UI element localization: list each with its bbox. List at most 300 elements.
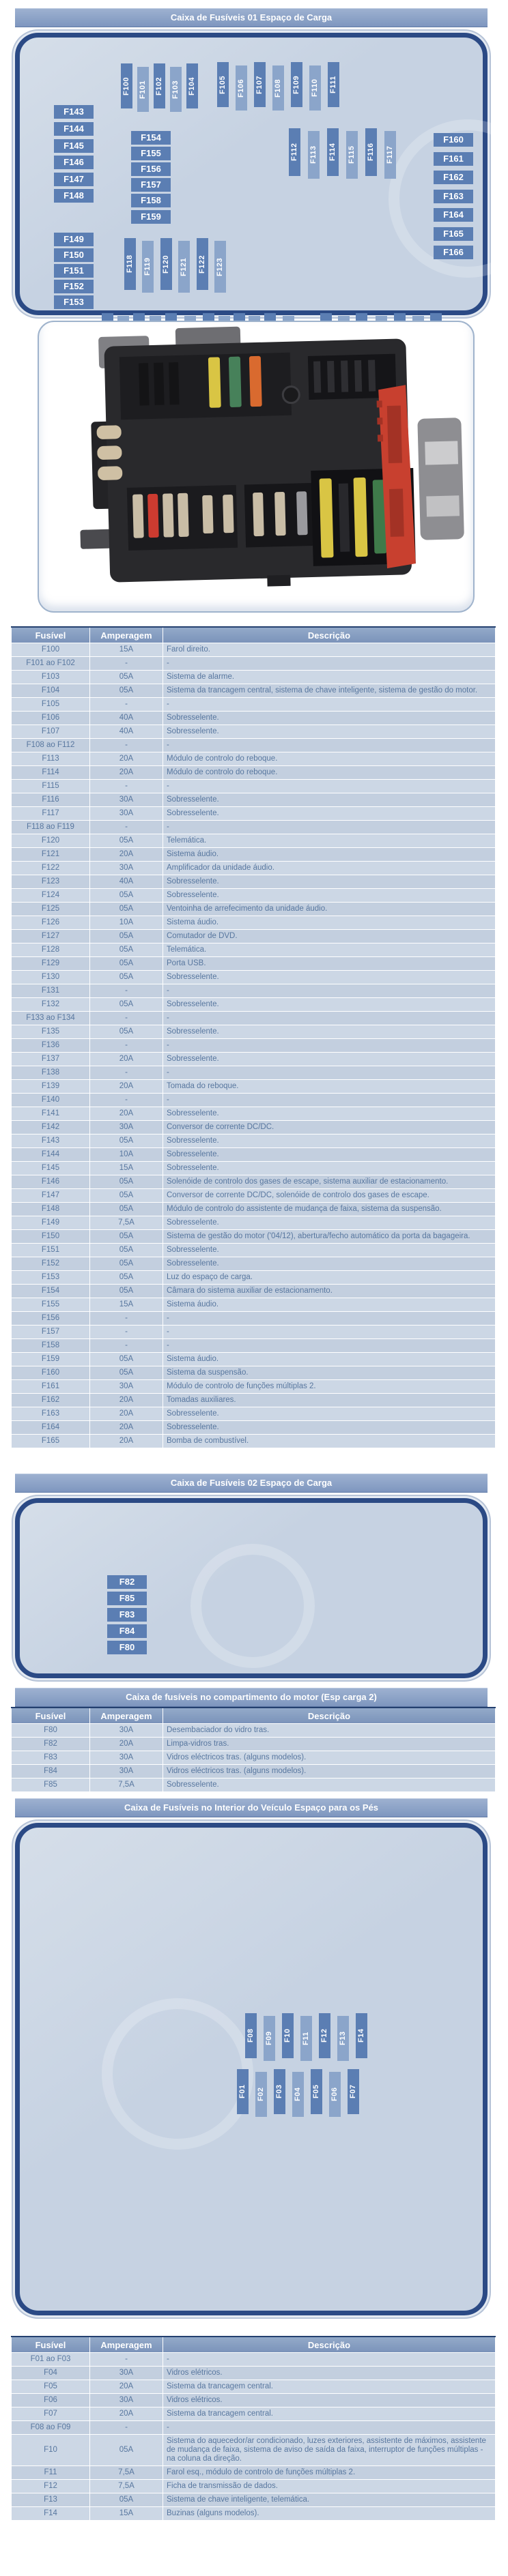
description-cell: Amplificador da unidade áudio. [163,862,496,875]
description-cell: Sobresselente. [163,1407,496,1421]
fuse-label-f118: F118 [124,238,136,290]
fuse-label-f122: F122 [197,238,208,290]
amperage-cell: 05A [90,1189,163,1203]
description-cell: Comutador de DVD. [163,930,496,943]
table-row [12,2507,496,2521]
fuse-id-cell: F120 [12,834,90,848]
amperage-cell: 20A [90,1107,163,1121]
table-row [12,1421,496,1435]
fuse-label-f162: F162 [434,171,473,184]
description-cell: Sobresselente. [163,1421,496,1435]
fuse-label-f110: F110 [309,65,321,111]
fuse-label-f123: F123 [214,241,226,293]
fuse-id-cell: F146 [12,1175,90,1189]
fuse-diagram-cargo-box-01 [15,33,488,315]
fuse-id-cell: F104 [12,684,90,698]
description-cell: Farol direito. [163,643,496,657]
amperage-cell: 05A [90,684,163,698]
amperage-cell: 30A [90,1751,163,1765]
amperage-cell: 7,5A [90,1779,163,1792]
description-cell: Sistema áudio. [163,916,496,930]
description-cell: Sobresselente. [163,1779,496,1792]
description-cell: Vidros elétricos. [163,2367,496,2380]
amperage-cell: 30A [90,793,163,807]
description-cell: Sobresselente. [163,1025,496,1039]
amperage-cell: - [90,821,163,834]
fuse-label-f107: F107 [254,62,266,107]
fuse-id-cell: F141 [12,1107,90,1121]
amperage-cell: 20A [90,1394,163,1407]
table-row [12,1162,496,1175]
amperage-cell: 05A [90,943,163,957]
column-header: Descrição [163,2337,496,2353]
fuse-id-cell: F01 ao F03 [12,2353,90,2367]
fuse-id-cell: F144 [12,1148,90,1162]
fuse-id-cell: F127 [12,930,90,943]
table-row [12,916,496,930]
table-row [12,1326,496,1339]
description-cell: Tomada do reboque. [163,1080,496,1094]
fuse-label-f121: F121 [178,241,190,293]
description-cell: Farol esq., módulo de controlo de funções múltiplas 2. [163,2466,496,2480]
amperage-cell: 05A [90,1025,163,1039]
fuse-id-cell: F145 [12,1162,90,1175]
fuse-label-f100: F100 [121,63,132,108]
fuse-id-cell: F82 [12,1738,90,1751]
column-header: Descrição [163,627,496,643]
description-cell: - [163,1312,496,1326]
amperage-cell: 20A [90,1080,163,1094]
table-row [12,862,496,875]
description-cell: - [163,1094,496,1107]
amperage-cell: 05A [90,903,163,916]
description-cell: Sistema da suspensão. [163,1366,496,1380]
table-row [12,2394,496,2407]
table-row [12,1230,496,1244]
description-cell: Módulo de controlo do reboque. [163,766,496,780]
table-row [12,971,496,984]
table-row [12,930,496,943]
fuse-id-cell: F160 [12,1366,90,1380]
fuse-box-photo-frame [38,321,475,613]
description-cell: Ventoinha de arrefecimento da unidade áudio. [163,903,496,916]
table-row [12,2493,496,2507]
fuse-id-cell: F157 [12,1326,90,1339]
fuse-label-f147: F147 [54,173,94,186]
fuse-id-cell: F143 [12,1135,90,1148]
fuse-label-f09: F09 [264,2016,275,2061]
amperage-cell: 15A [90,1162,163,1175]
description-cell: - [163,821,496,834]
fuse-label-f80: F80 [107,1641,147,1654]
fuse-label-f101: F101 [137,67,149,112]
fuse-label-f82: F82 [107,1575,147,1589]
fuse-label-f02: F02 [255,2072,267,2117]
amperage-cell: 05A [90,1271,163,1285]
fuse-label-f116: F116 [365,128,377,176]
description-cell: Sistema de alarme. [163,671,496,684]
fuse-label-f108: F108 [272,65,284,111]
table-row [12,1779,496,1792]
amperage-cell: 15A [90,2507,163,2521]
description-cell: - [163,657,496,671]
fuse-label-f84: F84 [107,1624,147,1638]
table-row [12,793,496,807]
fuse-id-cell: F139 [12,1080,90,1094]
table-row [12,834,496,848]
amperage-cell: - [90,1039,163,1053]
amperage-cell: 15A [90,643,163,657]
table-row [12,1053,496,1066]
description-cell: Sobresselente. [163,998,496,1012]
fuse-id-cell: F123 [12,875,90,889]
amperage-cell: - [90,780,163,793]
fuse-id-cell: F06 [12,2394,90,2407]
amperage-cell: 30A [90,807,163,821]
fuse-id-cell: F136 [12,1039,90,1053]
amperage-cell: 7,5A [90,2466,163,2480]
description-cell: Limpa-vidros tras. [163,1738,496,1751]
amperage-cell: 20A [90,766,163,780]
fuse-table-engine-compartment [11,1707,496,1792]
fuse-id-cell: F130 [12,971,90,984]
description-cell: - [163,698,496,712]
table-row [12,1244,496,1257]
table-row [12,1339,496,1353]
table-row [12,1407,496,1421]
amperage-cell: 05A [90,1135,163,1148]
fuse-id-cell: F101 ao F102 [12,657,90,671]
amperage-cell: 05A [90,957,163,971]
amperage-cell: - [90,1012,163,1025]
amperage-cell: 05A [90,1244,163,1257]
fuse-id-cell: F08 ao F09 [12,2421,90,2435]
table-row [12,725,496,739]
amperage-cell: - [90,1066,163,1080]
amperage-cell: - [90,739,163,752]
fuse-diagram-footwell [15,1823,488,2315]
description-cell: Telemática. [163,834,496,848]
table-row [12,1135,496,1148]
table-row [12,1012,496,1025]
amperage-cell: 30A [90,862,163,875]
table-row [12,1094,496,1107]
amperage-cell: - [90,1339,163,1353]
amperage-cell: 10A [90,1148,163,1162]
fuse-id-cell: F12 [12,2480,90,2493]
table-header-row [12,2337,496,2353]
fuse-id-cell: F165 [12,1435,90,1448]
column-header: Amperagem [90,2337,163,2353]
description-cell: Sobresselente. [163,971,496,984]
amperage-cell: 40A [90,875,163,889]
table-row [12,1216,496,1230]
fuse-table-cargo-box-01 [11,626,496,1448]
amperage-cell: 20A [90,2407,163,2421]
description-cell: Sobresselente. [163,1257,496,1271]
table-row [12,1039,496,1053]
fuse-id-cell: F114 [12,766,90,780]
fuse-id-cell: F126 [12,916,90,930]
section-header-engine-compartment: Caixa de fusíveis no compartimento do motor (Esp carga 2) [15,1688,488,1707]
fuse-id-cell: F80 [12,1724,90,1738]
fuse-id-cell: F103 [12,671,90,684]
fuse-id-cell: F108 ao F112 [12,739,90,752]
description-cell: Módulo de controlo do reboque. [163,752,496,766]
fuse-label-f13: F13 [337,2016,349,2061]
amperage-cell: - [90,1312,163,1326]
fuse-label-f04: F04 [292,2072,304,2117]
description-cell: Buzinas (alguns modelos). [163,2507,496,2521]
column-header: Amperagem [90,1708,163,1724]
description-cell: - [163,739,496,752]
fuse-id-cell: F148 [12,1203,90,1216]
amperage-cell: 05A [90,1285,163,1298]
watermark-swirl [190,1544,315,1668]
fuse-label-f113: F113 [308,131,320,179]
amperage-cell: 30A [90,2394,163,2407]
fuse-label-f153: F153 [54,295,94,309]
fuse-id-cell: F155 [12,1298,90,1312]
table-row [12,780,496,793]
description-cell: Telemática. [163,943,496,957]
fuse-label-f14: F14 [356,2013,367,2058]
fuse-label-f164: F164 [434,208,473,222]
fuse-id-cell: F135 [12,1025,90,1039]
amperage-cell: 05A [90,889,163,903]
fuse-id-cell: F117 [12,807,90,821]
description-cell: Módulo de controlo do assistente de mudança de faixa, sistema da suspensão. [163,1203,496,1216]
table-row [12,2480,496,2493]
description-cell: - [163,2421,496,2435]
table-header-row [12,1708,496,1724]
description-cell: Bomba de combustível. [163,1435,496,1448]
description-cell: - [163,780,496,793]
description-cell: Sobresselente. [163,1148,496,1162]
fuse-id-cell: F156 [12,1312,90,1326]
fuse-label-f106: F106 [236,65,247,111]
amperage-cell: 20A [90,1421,163,1435]
amperage-cell: - [90,657,163,671]
fuse-id-cell: F161 [12,1380,90,1394]
amperage-cell: - [90,984,163,998]
amperage-cell: - [90,2421,163,2435]
amperage-cell: - [90,698,163,712]
fuse-id-cell: F105 [12,698,90,712]
fuse-id-cell: F149 [12,1216,90,1230]
description-cell: Conversor de corrente DC/DC. [163,1121,496,1135]
amperage-cell: 20A [90,1053,163,1066]
description-cell: Sistema áudio. [163,1353,496,1366]
fuse-id-cell: F129 [12,957,90,971]
table-header-row [12,627,496,643]
description-cell: Sobresselente. [163,1216,496,1230]
fuse-label-f155: F155 [131,147,171,160]
table-row [12,875,496,889]
table-row [12,1025,496,1039]
table-row [12,684,496,698]
amperage-cell: 20A [90,752,163,766]
fuse-id-cell: F115 [12,780,90,793]
fuse-label-f114: F114 [327,128,339,176]
table-row [12,698,496,712]
description-cell: - [163,1339,496,1353]
fuse-label-f10: F10 [282,2013,294,2058]
fuse-id-cell: F152 [12,1257,90,1271]
amperage-cell: 05A [90,671,163,684]
fuse-box-photo [39,322,473,611]
description-cell: Sobresselente. [163,1053,496,1066]
description-cell: Sobresselente. [163,1135,496,1148]
table-row [12,1066,496,1080]
fuse-id-cell: F131 [12,984,90,998]
fuse-label-f156: F156 [131,162,171,176]
section-header-cargo-box-01: Caixa de Fusíveis 01 Espaço de Carga [15,8,488,27]
description-cell: Solenóide de controlo dos gases de escape, sistema auxiliar de estacionamento. [163,1175,496,1189]
table-row [12,1285,496,1298]
amperage-cell: 30A [90,1724,163,1738]
fuse-label-f104: F104 [186,63,198,108]
table-row [12,2380,496,2394]
amperage-cell: 05A [90,998,163,1012]
table-row [12,1175,496,1189]
amperage-cell: 05A [90,1203,163,1216]
fuse-id-cell: F107 [12,725,90,739]
fuse-id-cell: F118 ao F119 [12,821,90,834]
fuse-label-f117: F117 [384,131,396,179]
amperage-cell: 30A [90,1380,163,1394]
description-cell: Sobresselente. [163,807,496,821]
table-row [12,752,496,766]
fuse-id-cell: F150 [12,1230,90,1244]
table-row [12,766,496,780]
fuse-label-f01: F01 [237,2069,249,2114]
amperage-cell: 15A [90,1298,163,1312]
description-cell: Sobresselente. [163,889,496,903]
fuse-label-f161: F161 [434,152,473,166]
fuse-label-f154: F154 [131,131,171,145]
description-cell: Sistema da trancagem central. [163,2380,496,2394]
description-cell: - [163,2353,496,2367]
fuse-label-f05: F05 [311,2069,322,2114]
fuse-id-cell: F138 [12,1066,90,1080]
fuse-label-f109: F109 [291,62,302,107]
fuse-label-f145: F145 [54,139,94,153]
amperage-cell: 40A [90,725,163,739]
amperage-cell: 05A [90,2435,163,2466]
fuse-label-f112: F112 [289,128,300,176]
description-cell: Sistema da trancagem central. [163,2407,496,2421]
table-row [12,957,496,971]
fuse-id-cell: F142 [12,1121,90,1135]
table-row [12,2353,496,2367]
amperage-cell: 05A [90,971,163,984]
table-row [12,1107,496,1121]
amperage-cell: 20A [90,1407,163,1421]
fuse-label-f159: F159 [131,210,171,224]
description-cell: Sobresselente. [163,1244,496,1257]
table-row [12,1394,496,1407]
table-row [12,848,496,862]
fuse-label-f11: F11 [300,2016,312,2061]
description-cell: Sobresselente. [163,712,496,725]
description-cell: Sistema do aquecedor/ar condicionado, luzes exteriores, assistente de máximos, assistente de mudança de faixa, sistema de aviso de saída da faixa, interruptor de funções múltiplas - na coluna da direção. [163,2435,496,2466]
fuse-id-cell: F13 [12,2493,90,2507]
fuse-diagram-cargo-box-02 [15,1498,488,1678]
description-cell: Sobresselente. [163,875,496,889]
amperage-cell: - [90,2353,163,2367]
fuse-id-cell: F125 [12,903,90,916]
table-row [12,1312,496,1326]
description-cell: - [163,1039,496,1053]
description-cell: Desembaciador do vidro tras. [163,1724,496,1738]
fuse-label-f12: F12 [319,2013,330,2058]
fuse-label-f144: F144 [54,122,94,136]
watermark-swirl [102,1998,253,2150]
fuse-label-f85: F85 [107,1592,147,1605]
fuse-id-cell: F83 [12,1751,90,1765]
fuse-label-f83: F83 [107,1608,147,1622]
table-row [12,943,496,957]
fuse-id-cell: F04 [12,2367,90,2380]
fuse-label-f143: F143 [54,105,94,119]
table-row [12,1271,496,1285]
amperage-cell: 7,5A [90,1216,163,1230]
fuse-label-f157: F157 [131,178,171,192]
amperage-cell: 05A [90,1366,163,1380]
fuse-label-f06: F06 [329,2072,341,2117]
fuse-id-cell: F158 [12,1339,90,1353]
description-cell: Luz do espaço de carga. [163,1271,496,1285]
description-cell: Ficha de transmissão de dados. [163,2480,496,2493]
table-row [12,1738,496,1751]
table-row [12,739,496,752]
fuse-id-cell: F124 [12,889,90,903]
fuse-id-cell: F137 [12,1053,90,1066]
amperage-cell: 05A [90,1230,163,1244]
description-cell: - [163,1012,496,1025]
column-header: Fusível [12,2337,90,2353]
fuse-id-cell: F11 [12,2466,90,2480]
amperage-cell: 05A [90,1257,163,1271]
fuse-label-f105: F105 [217,62,229,107]
fuse-id-cell: F151 [12,1244,90,1257]
amperage-cell: 05A [90,1175,163,1189]
fuse-id-cell: F140 [12,1094,90,1107]
table-row [12,643,496,657]
table-row [12,1148,496,1162]
fuse-id-cell: F132 [12,998,90,1012]
fuse-id-cell: F154 [12,1285,90,1298]
table-row [12,1366,496,1380]
amperage-cell: 30A [90,1765,163,1779]
fuse-label-f102: F102 [154,63,165,108]
table-row [12,1765,496,1779]
fuse-id-cell: F14 [12,2507,90,2521]
fuse-id-cell: F85 [12,1779,90,1792]
description-cell: Sistema de chave inteligente, telemática. [163,2493,496,2507]
fuse-label-f166: F166 [434,246,473,259]
fuse-id-cell: F122 [12,862,90,875]
description-cell: Vidros eléctricos tras. (alguns modelos). [163,1751,496,1765]
fuse-label-f115: F115 [346,131,358,179]
fuse-id-cell: F121 [12,848,90,862]
description-cell: Sobresselente. [163,793,496,807]
table-row [12,1751,496,1765]
table-row [12,889,496,903]
table-row [12,2421,496,2435]
fuse-label-f151: F151 [54,264,94,278]
